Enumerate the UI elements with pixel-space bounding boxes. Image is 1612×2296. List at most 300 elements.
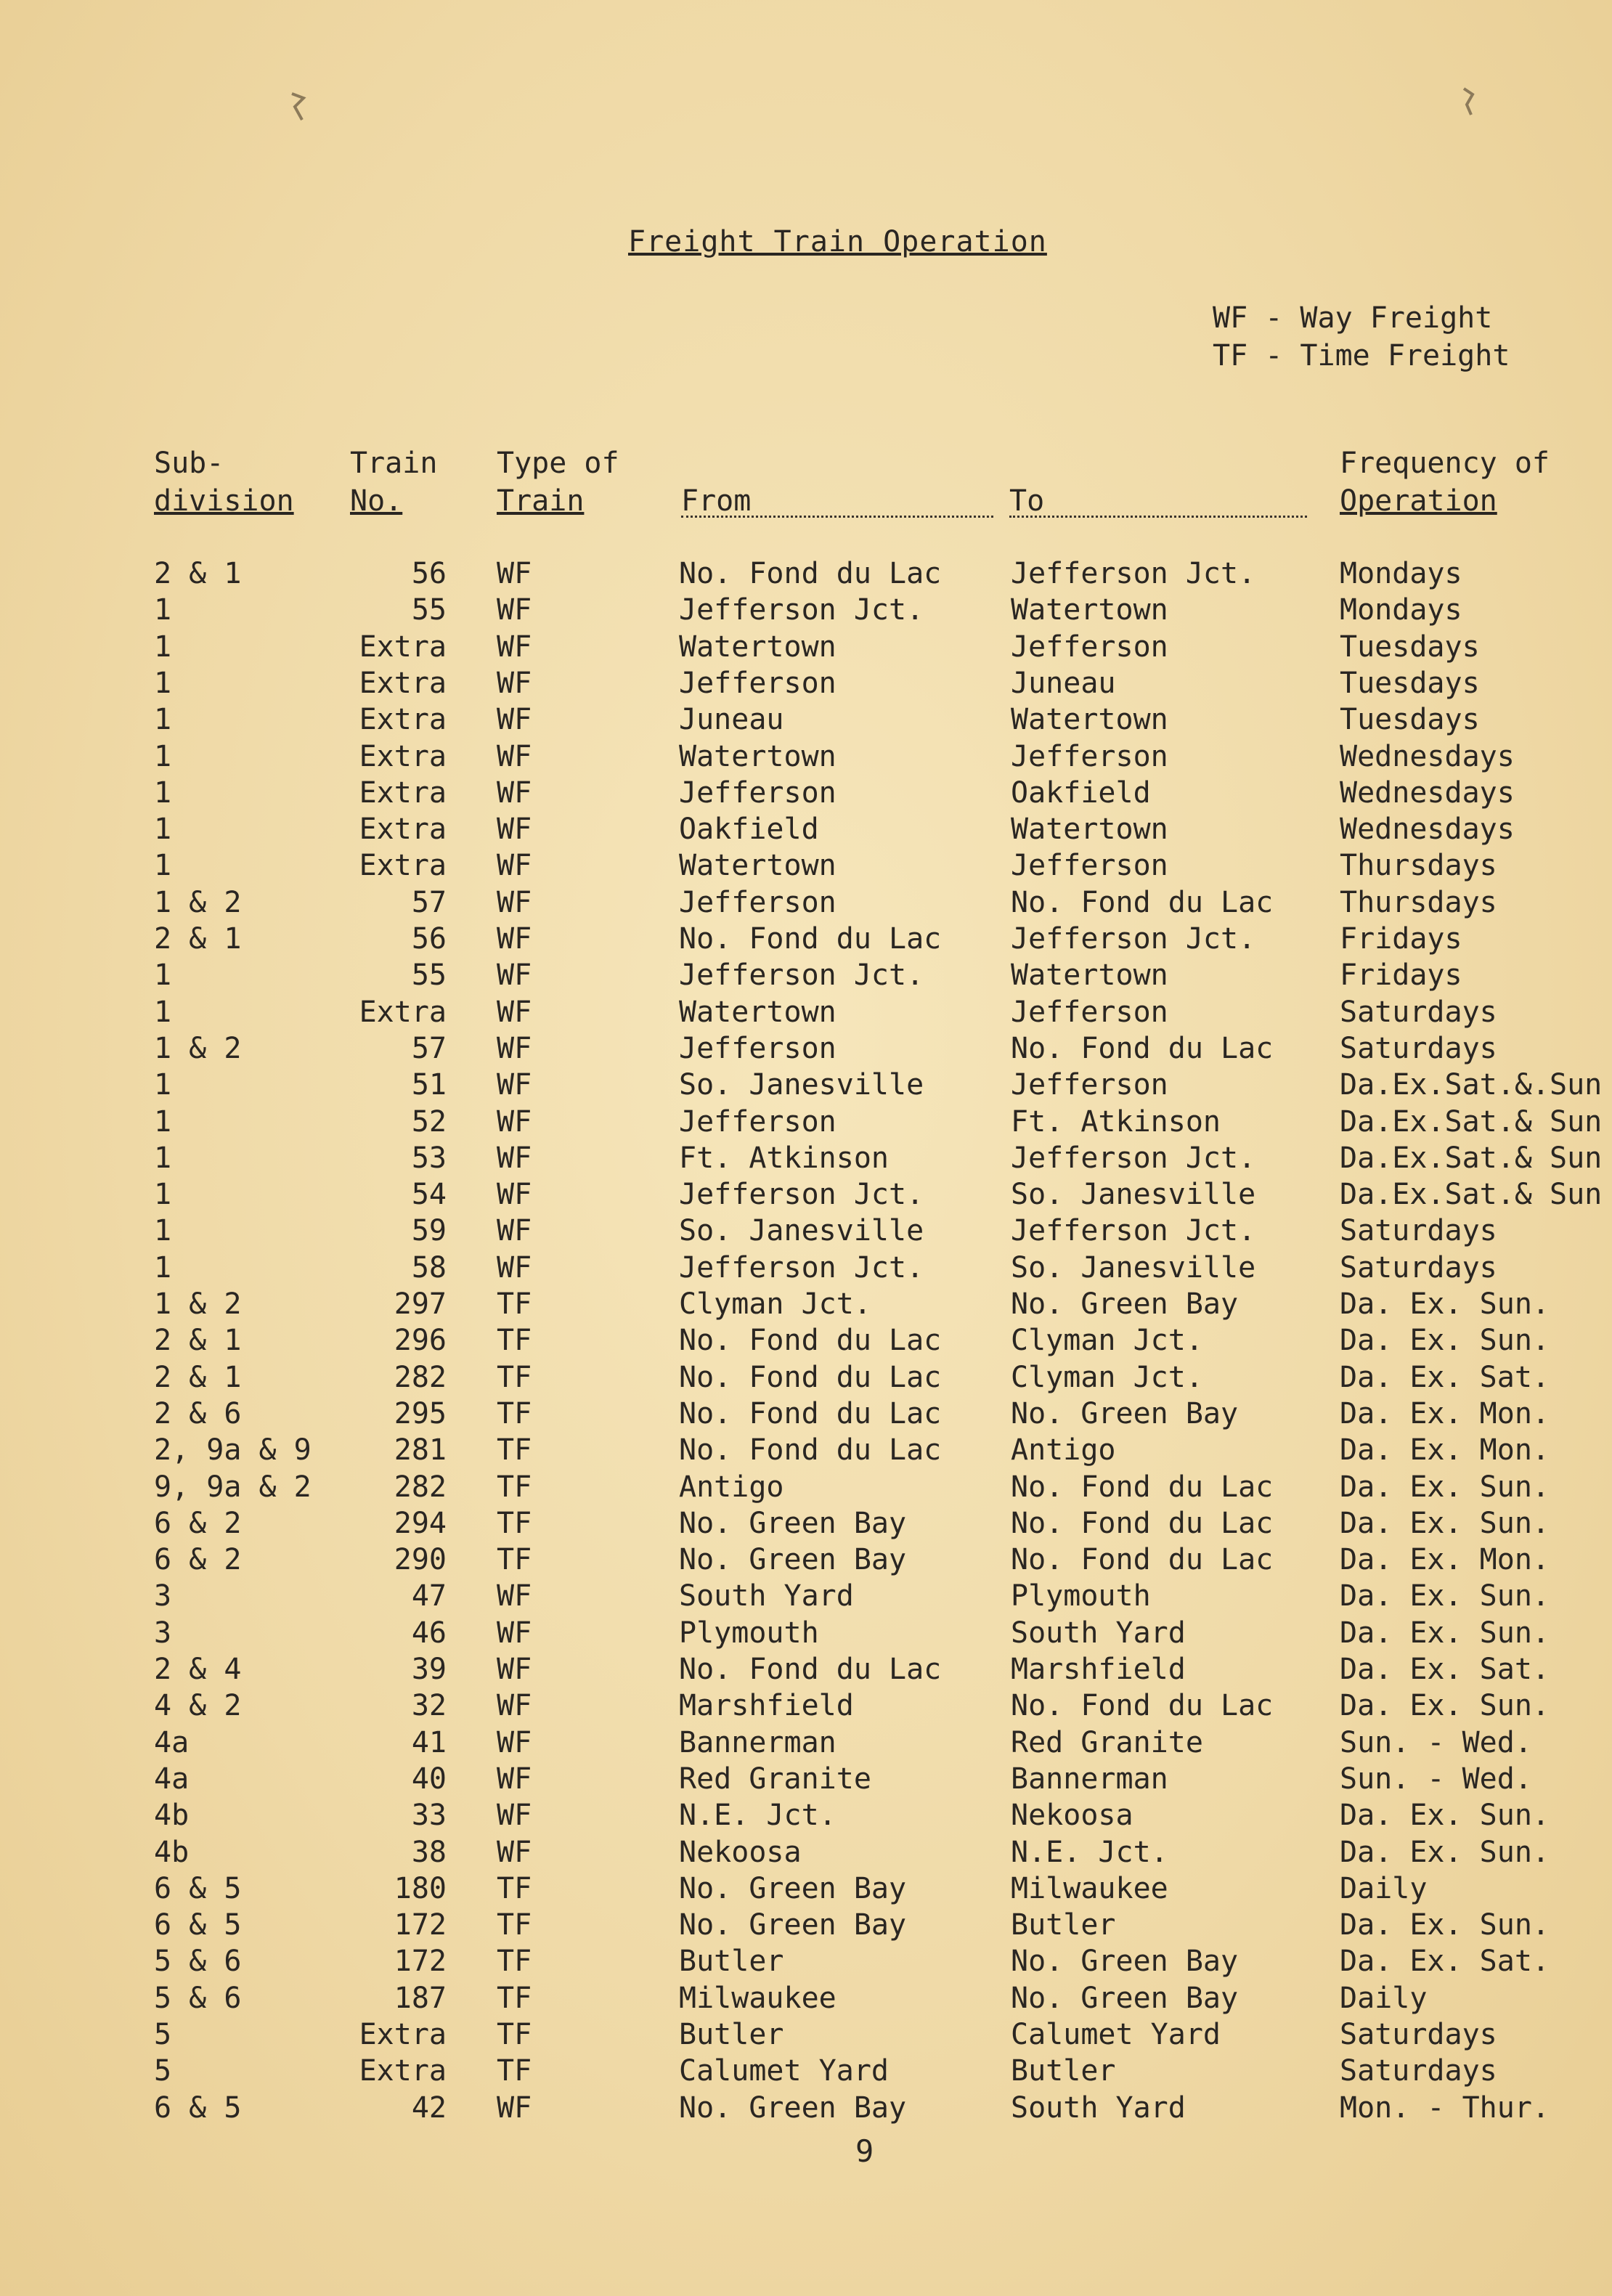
cell-to: Jefferson — [1011, 849, 1168, 883]
table-row — [0, 1761, 1612, 1797]
cell-type: TF — [497, 1981, 532, 2015]
cell-frequency: Daily — [1340, 1871, 1428, 1905]
table-row — [0, 1359, 1612, 1396]
header-to-rule — [1009, 516, 1307, 518]
cell-subdivision: 3 — [154, 1579, 172, 1613]
table-row — [0, 1980, 1612, 2016]
cell-type: TF — [497, 1543, 532, 1577]
cell-type: TF — [497, 1945, 532, 1979]
table-row — [0, 957, 1612, 993]
header-subdivision — [154, 444, 294, 520]
cell-type: WF — [497, 1653, 532, 1686]
cell-from: No. Fond du Lac — [679, 1396, 942, 1430]
cell-from: No. Green Bay — [679, 1543, 907, 1577]
header-train-no-line2: No. — [350, 484, 403, 518]
cell-to: Jefferson Jct. — [1011, 1214, 1256, 1248]
cell-to: So. Janesville — [1011, 1178, 1256, 1212]
legend-time-freight: TF - Time Freight — [1213, 339, 1510, 373]
cell-from: Juneau — [679, 703, 784, 737]
cell-from: Watertown — [679, 739, 836, 773]
cell-type: TF — [497, 2018, 532, 2051]
cell-frequency: Da. Ex. Sun. — [1340, 1616, 1550, 1650]
cell-frequency: Sun. - Wed. — [1340, 1762, 1532, 1796]
cell-to: Oakfield — [1011, 775, 1151, 810]
table-row — [0, 775, 1612, 811]
cell-frequency: Da. Ex. Sun. — [1340, 1835, 1550, 1869]
cell-from: Calumet Yard — [679, 2054, 889, 2088]
cell-subdivision: 4b — [154, 1835, 190, 1869]
cell-type: WF — [497, 739, 532, 773]
cell-train-no: 282 — [394, 1470, 447, 1504]
cell-subdivision: 1 — [154, 1178, 172, 1212]
cell-to: No. Green Bay — [1011, 1981, 1239, 2015]
cell-type: WF — [497, 593, 532, 627]
cell-type: WF — [497, 813, 532, 847]
cell-frequency: Da. Ex. Sun. — [1340, 1506, 1550, 1540]
cell-to: Butler — [1011, 1908, 1116, 1942]
cell-train-no: 39 — [411, 1653, 447, 1686]
cell-type: WF — [497, 885, 532, 919]
cell-train-no: 58 — [411, 1250, 447, 1285]
cell-frequency: Da.Ex.Sat.& Sun — [1340, 1141, 1603, 1175]
cell-subdivision: 2 & 1 — [154, 1324, 242, 1358]
cell-train-no: Extra — [359, 666, 447, 700]
header-frequency-line1: Frequency of — [1340, 447, 1550, 480]
cell-frequency: Da. Ex. Sun. — [1340, 1799, 1550, 1833]
header-frequency-line2: Operation — [1340, 484, 1497, 518]
cell-subdivision: 6 & 5 — [154, 2091, 242, 2125]
cell-frequency: Thursdays — [1340, 849, 1497, 883]
cell-subdivision: 4 & 2 — [154, 1689, 242, 1723]
cell-train-no: 282 — [394, 1360, 447, 1394]
cell-type: TF — [497, 1506, 532, 1540]
cell-frequency: Da. Ex. Sun. — [1340, 1908, 1550, 1942]
cell-from: Marshfield — [679, 1689, 854, 1723]
cell-to: Jefferson — [1011, 1068, 1168, 1102]
cell-to: Jefferson — [1011, 995, 1168, 1029]
cell-train-no: 295 — [394, 1396, 447, 1430]
cell-frequency: Saturdays — [1340, 1214, 1497, 1248]
cell-train-no: Extra — [359, 739, 447, 773]
cell-from: So. Janesville — [679, 1214, 924, 1248]
cell-frequency: Da. Ex. Sat. — [1340, 1945, 1550, 1979]
cell-from: No. Green Bay — [679, 1871, 907, 1905]
cell-frequency: Da. Ex. Mon. — [1340, 1543, 1550, 1577]
table-row — [0, 847, 1612, 884]
cell-from: Jefferson Jct. — [679, 958, 924, 993]
table-row — [0, 994, 1612, 1030]
cell-subdivision: 4a — [154, 1762, 190, 1796]
cell-subdivision: 1 — [154, 1250, 172, 1285]
cell-frequency: Da. Ex. Sat. — [1340, 1360, 1550, 1394]
cell-type: WF — [497, 1762, 532, 1796]
table-row — [0, 1870, 1612, 1907]
header-from-rule — [681, 516, 993, 518]
cell-from: No. Fond du Lac — [679, 922, 942, 956]
cell-from: Ft. Atkinson — [679, 1141, 889, 1175]
cell-frequency: Wednesdays — [1340, 813, 1515, 847]
cell-type: TF — [497, 2054, 532, 2088]
table-row — [0, 1104, 1612, 1140]
cell-type: TF — [497, 1433, 532, 1467]
cell-from: Bannerman — [679, 1725, 836, 1759]
cell-from: South Yard — [679, 1579, 854, 1613]
table-row — [0, 1176, 1612, 1213]
cell-frequency: Daily — [1340, 1981, 1428, 2015]
cell-train-no: 59 — [411, 1214, 447, 1248]
table-row — [0, 1396, 1612, 1432]
cell-to: Watertown — [1011, 593, 1168, 627]
table-row — [0, 1469, 1612, 1505]
cell-train-no: 180 — [394, 1871, 447, 1905]
cell-from: Watertown — [679, 849, 836, 883]
cell-train-no: 40 — [411, 1762, 447, 1796]
cell-type: WF — [497, 922, 532, 956]
cell-type: WF — [497, 1799, 532, 1833]
cell-frequency: Da. Ex. Sun. — [1340, 1579, 1550, 1613]
cell-subdivision: 2 & 4 — [154, 1653, 242, 1686]
cell-train-no: 281 — [394, 1433, 447, 1467]
cell-train-no: Extra — [359, 2054, 447, 2088]
table-row — [0, 1322, 1612, 1359]
cell-frequency: Mon. - Thur. — [1340, 2091, 1550, 2125]
header-to: To — [1009, 484, 1045, 518]
punch-hole-left — [289, 91, 306, 123]
cell-type: TF — [497, 1908, 532, 1942]
cell-to: No. Fond du Lac — [1011, 1470, 1274, 1504]
table-row — [0, 2016, 1612, 2053]
cell-type: WF — [497, 1689, 532, 1723]
cell-type: WF — [497, 1068, 532, 1102]
cell-subdivision: 1 — [154, 1068, 172, 1102]
cell-subdivision: 1 — [154, 703, 172, 737]
cell-to: Calumet Yard — [1011, 2018, 1221, 2051]
cell-from: No. Green Bay — [679, 1908, 907, 1942]
cell-type: WF — [497, 666, 532, 700]
cell-frequency: Mondays — [1340, 557, 1462, 590]
cell-train-no: 57 — [411, 1031, 447, 1065]
cell-train-no: 42 — [411, 2091, 447, 2125]
cell-train-no: 172 — [394, 1908, 447, 1942]
header-train-no — [350, 444, 437, 520]
cell-train-no: 51 — [411, 1068, 447, 1102]
cell-from: Butler — [679, 1945, 784, 1979]
cell-to: So. Janesville — [1011, 1250, 1256, 1285]
cell-frequency: Wednesdays — [1340, 775, 1515, 810]
cell-to: Jefferson Jct. — [1011, 557, 1256, 590]
table-row — [0, 884, 1612, 921]
punch-hole-right — [1460, 86, 1477, 118]
table-row — [0, 1578, 1612, 1614]
cell-to: No. Fond du Lac — [1011, 1543, 1274, 1577]
cell-train-no: 53 — [411, 1141, 447, 1175]
page-title: Freight Train Operation — [628, 225, 1047, 258]
cell-train-no: 290 — [394, 1543, 447, 1577]
table-row — [0, 1651, 1612, 1688]
cell-type: TF — [497, 1360, 532, 1394]
table-row — [0, 1030, 1612, 1067]
table-row — [0, 701, 1612, 738]
table-row — [0, 1140, 1612, 1176]
cell-from: No. Fond du Lac — [679, 1324, 942, 1358]
table-row — [0, 1286, 1612, 1322]
cell-to: Juneau — [1011, 666, 1116, 700]
cell-to: Watertown — [1011, 813, 1168, 847]
header-subdivision-line2: division — [154, 484, 294, 518]
cell-type: WF — [497, 1725, 532, 1759]
cell-subdivision: 2 & 1 — [154, 1360, 242, 1394]
cell-frequency: Da. Ex. Sun. — [1340, 1287, 1550, 1321]
cell-frequency: Saturdays — [1340, 2054, 1497, 2088]
cell-type: WF — [497, 1214, 532, 1248]
cell-subdivision: 3 — [154, 1616, 172, 1650]
cell-frequency: Mondays — [1340, 593, 1462, 627]
cell-from: No. Fond du Lac — [679, 1433, 942, 1467]
cell-to: No. Fond du Lac — [1011, 885, 1274, 919]
table-row — [0, 629, 1612, 665]
cell-subdivision: 6 & 2 — [154, 1506, 242, 1540]
cell-to: Watertown — [1011, 703, 1168, 737]
header-type-line1: Type of — [497, 447, 619, 480]
cell-from: Red Granite — [679, 1762, 871, 1796]
cell-to: Jefferson Jct. — [1011, 922, 1256, 956]
cell-train-no: 33 — [411, 1799, 447, 1833]
cell-to: No. Fond du Lac — [1011, 1506, 1274, 1540]
cell-from: Jefferson — [679, 885, 836, 919]
cell-subdivision: 5 & 6 — [154, 1981, 242, 2015]
cell-subdivision: 1 — [154, 849, 172, 883]
cell-train-no: Extra — [359, 995, 447, 1029]
cell-frequency: Fridays — [1340, 922, 1462, 956]
cell-from: No. Fond du Lac — [679, 1360, 942, 1394]
cell-to: South Yard — [1011, 2091, 1186, 2125]
cell-type: TF — [497, 1871, 532, 1905]
cell-subdivision: 6 & 5 — [154, 1871, 242, 1905]
cell-from: Watertown — [679, 995, 836, 1029]
cell-from: Jefferson — [679, 1031, 836, 1065]
cell-to: Clyman Jct. — [1011, 1324, 1203, 1358]
table-row — [0, 1067, 1612, 1103]
cell-train-no: 38 — [411, 1835, 447, 1869]
cell-subdivision: 1 — [154, 958, 172, 993]
cell-from: Jefferson — [679, 666, 836, 700]
cell-subdivision: 1 — [154, 666, 172, 700]
cell-frequency: Saturdays — [1340, 1031, 1497, 1065]
table-row — [0, 1542, 1612, 1578]
cell-frequency: Da. Ex. Mon. — [1340, 1396, 1550, 1430]
cell-from: N.E. Jct. — [679, 1799, 836, 1833]
cell-from: No. Fond du Lac — [679, 1653, 942, 1686]
cell-subdivision: 5 & 6 — [154, 1945, 242, 1979]
cell-to: Jefferson — [1011, 739, 1168, 773]
cell-to: No. Fond du Lac — [1011, 1031, 1274, 1065]
cell-train-no: Extra — [359, 630, 447, 664]
cell-subdivision: 2, 9a & 9 — [154, 1433, 312, 1467]
cell-subdivision: 1 — [154, 739, 172, 773]
table-row — [0, 1505, 1612, 1542]
cell-subdivision: 4b — [154, 1799, 190, 1833]
cell-train-no: Extra — [359, 2018, 447, 2051]
cell-train-no: 57 — [411, 885, 447, 919]
cell-train-no: Extra — [359, 703, 447, 737]
cell-train-no: 46 — [411, 1616, 447, 1650]
cell-train-no: Extra — [359, 849, 447, 883]
cell-subdivision: 6 & 5 — [154, 1908, 242, 1942]
cell-type: WF — [497, 1579, 532, 1613]
cell-to: Bannerman — [1011, 1762, 1168, 1796]
cell-from: Milwaukee — [679, 1981, 836, 2015]
cell-frequency: Da. Ex. Mon. — [1340, 1433, 1550, 1467]
cell-type: WF — [497, 849, 532, 883]
cell-type: WF — [497, 2091, 532, 2125]
cell-type: WF — [497, 703, 532, 737]
cell-frequency: Saturdays — [1340, 1250, 1497, 1285]
cell-train-no: 54 — [411, 1178, 447, 1212]
header-type-line2: Train — [497, 484, 585, 518]
page-number: 9 — [855, 2133, 874, 2169]
cell-frequency: Thursdays — [1340, 885, 1497, 919]
table-row — [0, 1432, 1612, 1468]
cell-frequency: Tuesdays — [1340, 703, 1480, 737]
table-row — [0, 1688, 1612, 1724]
table-row — [0, 2090, 1612, 2126]
cell-train-no: 47 — [411, 1579, 447, 1613]
cell-frequency: Da. Ex. Sun. — [1340, 1470, 1550, 1504]
table-row — [0, 921, 1612, 957]
cell-train-no: 55 — [411, 958, 447, 993]
cell-frequency: Wednesdays — [1340, 739, 1515, 773]
cell-train-no: 294 — [394, 1506, 447, 1540]
cell-train-no: 32 — [411, 1689, 447, 1723]
header-train-no-line1: Train — [350, 447, 438, 480]
cell-type: WF — [497, 995, 532, 1029]
cell-to: No. Fond du Lac — [1011, 1689, 1274, 1723]
cell-subdivision: 5 — [154, 2054, 172, 2088]
cell-train-no: 187 — [394, 1981, 447, 2015]
cell-frequency: Tuesdays — [1340, 666, 1480, 700]
cell-subdivision: 2 & 1 — [154, 922, 242, 956]
cell-frequency: Da.Ex.Sat.& Sun — [1340, 1104, 1603, 1139]
table-row — [0, 1797, 1612, 1833]
table-row — [0, 2053, 1612, 2089]
cell-from: Jefferson Jct. — [679, 1250, 924, 1285]
cell-train-no: Extra — [359, 813, 447, 847]
cell-train-no: 172 — [394, 1945, 447, 1979]
cell-subdivision: 1 & 2 — [154, 1287, 242, 1321]
cell-type: WF — [497, 775, 532, 810]
table-row — [0, 592, 1612, 628]
cell-type: WF — [497, 557, 532, 590]
cell-subdivision: 1 & 2 — [154, 1031, 242, 1065]
header-subdivision-line1: Sub- — [154, 447, 224, 480]
cell-from: So. Janesville — [679, 1068, 924, 1102]
cell-to: Marshfield — [1011, 1653, 1186, 1686]
cell-subdivision: 1 — [154, 995, 172, 1029]
cell-subdivision: 1 — [154, 1214, 172, 1248]
cell-type: WF — [497, 1141, 532, 1175]
cell-to: Plymouth — [1011, 1579, 1151, 1613]
cell-to: Antigo — [1011, 1433, 1116, 1467]
cell-from: Nekoosa — [679, 1835, 802, 1869]
cell-frequency: Sun. - Wed. — [1340, 1725, 1532, 1759]
cell-subdivision: 1 & 2 — [154, 885, 242, 919]
cell-from: Jefferson Jct. — [679, 593, 924, 627]
cell-subdivision: 1 — [154, 813, 172, 847]
cell-subdivision: 4a — [154, 1725, 190, 1759]
cell-type: WF — [497, 1835, 532, 1869]
cell-to: Nekoosa — [1011, 1799, 1133, 1833]
cell-subdivision: 1 — [154, 630, 172, 664]
cell-from: Oakfield — [679, 813, 819, 847]
table-row — [0, 1943, 1612, 1979]
cell-frequency: Tuesdays — [1340, 630, 1480, 664]
cell-to: Milwaukee — [1011, 1871, 1168, 1905]
cell-to: Clyman Jct. — [1011, 1360, 1203, 1394]
cell-from: No. Green Bay — [679, 1506, 907, 1540]
cell-from: Jefferson — [679, 775, 836, 810]
cell-train-no: 52 — [411, 1104, 447, 1139]
cell-train-no: 296 — [394, 1324, 447, 1358]
cell-train-no: 56 — [411, 557, 447, 590]
cell-type: WF — [497, 630, 532, 664]
cell-to: No. Green Bay — [1011, 1287, 1239, 1321]
cell-type: WF — [497, 1616, 532, 1650]
table-row — [0, 1834, 1612, 1870]
cell-subdivision: 2 & 6 — [154, 1396, 242, 1430]
cell-to: South Yard — [1011, 1616, 1186, 1650]
cell-subdivision: 5 — [154, 2018, 172, 2051]
cell-to: Jefferson — [1011, 630, 1168, 664]
cell-type: WF — [497, 1104, 532, 1139]
cell-train-no: Extra — [359, 775, 447, 810]
cell-subdivision: 6 & 2 — [154, 1543, 242, 1577]
cell-subdivision: 1 — [154, 1141, 172, 1175]
cell-subdivision: 9, 9a & 2 — [154, 1470, 312, 1504]
table-row — [0, 665, 1612, 701]
cell-train-no: 297 — [394, 1287, 447, 1321]
cell-to: Red Granite — [1011, 1725, 1203, 1759]
cell-to: Butler — [1011, 2054, 1116, 2088]
cell-to: N.E. Jct. — [1011, 1835, 1168, 1869]
cell-from: Butler — [679, 2018, 784, 2051]
cell-from: Jefferson — [679, 1104, 836, 1139]
table-row — [0, 811, 1612, 847]
cell-from: No. Fond du Lac — [679, 557, 942, 590]
cell-type: WF — [497, 1250, 532, 1285]
cell-frequency: Saturdays — [1340, 995, 1497, 1029]
cell-from: Watertown — [679, 630, 836, 664]
cell-frequency: Da. Ex. Sun. — [1340, 1689, 1550, 1723]
table-row — [0, 1213, 1612, 1249]
cell-train-no: 55 — [411, 593, 447, 627]
header-from: From — [681, 484, 752, 518]
table-row — [0, 555, 1612, 592]
cell-frequency: Da.Ex.Sat.& Sun — [1340, 1178, 1603, 1212]
table-row — [0, 1615, 1612, 1651]
cell-from: Jefferson Jct. — [679, 1178, 924, 1212]
cell-to: Watertown — [1011, 958, 1168, 993]
cell-type: TF — [497, 1470, 532, 1504]
cell-type: TF — [497, 1396, 532, 1430]
cell-subdivision: 1 — [154, 593, 172, 627]
cell-type: TF — [497, 1287, 532, 1321]
cell-train-no: 41 — [411, 1725, 447, 1759]
header-type — [497, 444, 619, 520]
cell-frequency: Fridays — [1340, 958, 1462, 993]
cell-subdivision: 1 — [154, 1104, 172, 1139]
legend-way-freight: WF - Way Freight — [1213, 301, 1493, 335]
cell-subdivision: 2 & 1 — [154, 557, 242, 590]
